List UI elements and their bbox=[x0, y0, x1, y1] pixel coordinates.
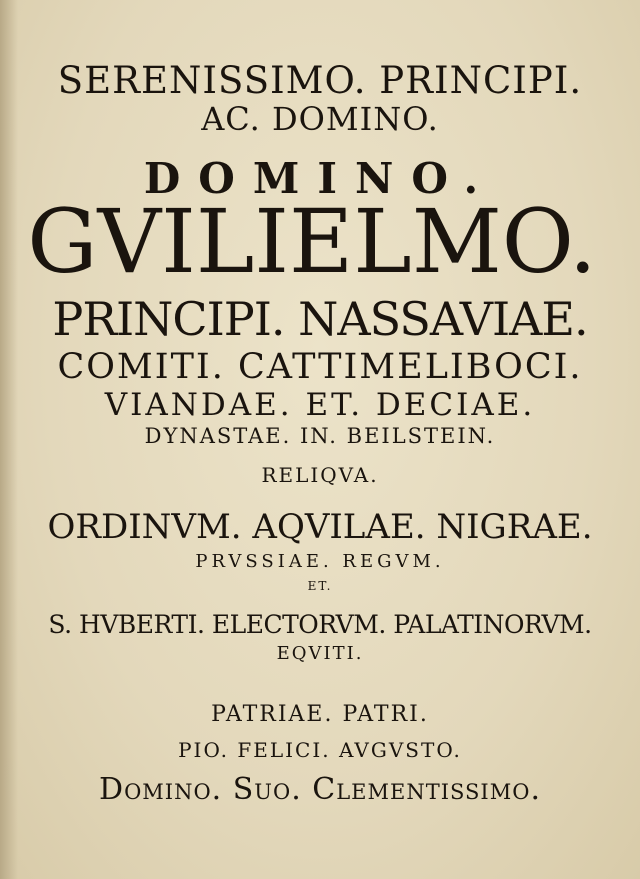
dedication-line-2: AC. DOMINO. bbox=[201, 100, 439, 138]
dedication-line-1: SERENISSIMO. PRINCIPI. bbox=[57, 59, 583, 102]
dedication-line-6: COMITI. CATTIMELIBOCI. bbox=[57, 347, 583, 387]
dedication-line-15: PATRIAE. PATRI. bbox=[211, 702, 429, 727]
dedication-line-7: VIANDAE. ET. DECIAE. bbox=[104, 387, 536, 423]
dedication-line-12: ET. bbox=[307, 579, 333, 593]
dedication-line-3: DOMINO. bbox=[143, 154, 497, 203]
dedication-name-line: GVILIELMO. bbox=[27, 190, 597, 293]
dedication-line-17: Domino. Suo. Clementissimo. bbox=[99, 772, 541, 807]
dedication-line-9: RELIQVA. bbox=[261, 463, 379, 487]
dedication-line-8: DYNASTAE. IN. BEILSTEIN. bbox=[144, 424, 496, 448]
dedication-line-5: PRINCIPI. NASSAVIAE. bbox=[52, 292, 588, 346]
dedication-line-14: EQVITI. bbox=[276, 643, 364, 664]
dedication-line-10: ORDINVM. AQVILAE. NIGRAE. bbox=[47, 507, 593, 547]
dedication-line-11: PRVSSIAE. REGVM. bbox=[195, 551, 445, 572]
dedication-line-16: PIO. FELICI. AVGVSTO. bbox=[178, 738, 462, 762]
dedication-line-13: S. HVBERTI. ELECTORVM. PALATINORVM. bbox=[48, 610, 592, 639]
